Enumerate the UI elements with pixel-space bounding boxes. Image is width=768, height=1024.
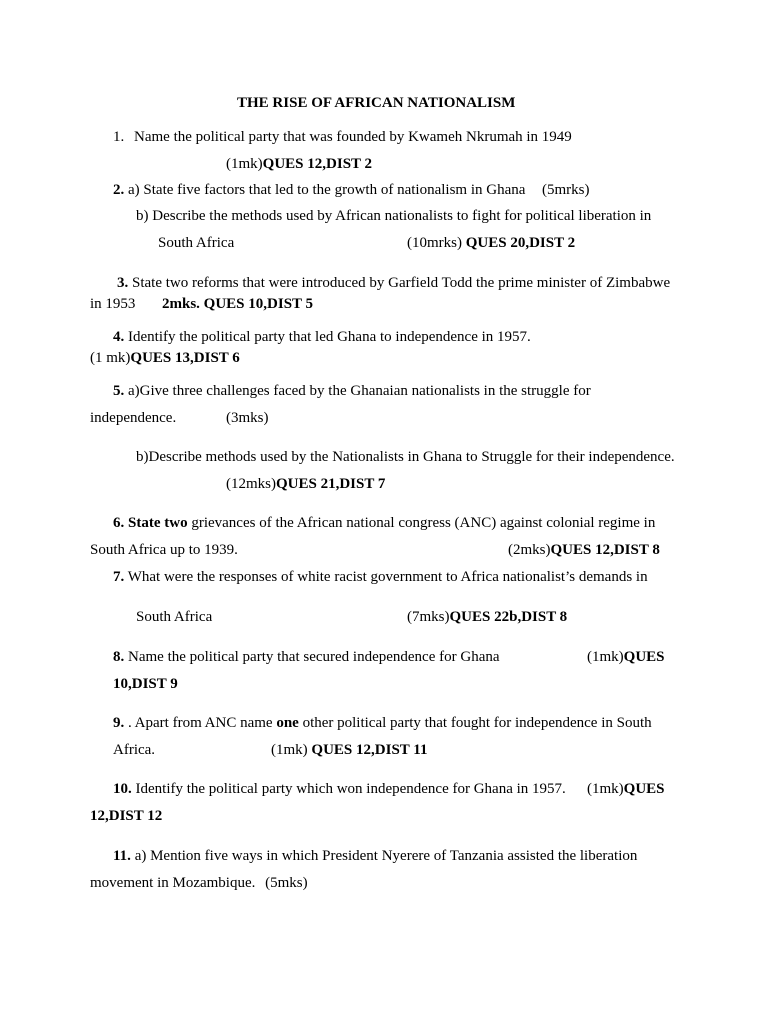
- question-9-number: 9.: [113, 715, 125, 731]
- question-4-number: 4.: [113, 329, 125, 345]
- question-11-line-1: [113, 847, 637, 865]
- question-3-text: State two reforms that were introduced by Garfield Todd the prime minister of Zimbabwe: [128, 275, 671, 291]
- question-6-marks-line: [508, 541, 660, 559]
- question-5-line-1: [113, 382, 591, 400]
- question-7-marks: (7mks): [407, 609, 450, 625]
- question-10-number: 10.: [113, 781, 132, 797]
- question-8-marks-line: [587, 648, 665, 666]
- question-9-text-b: other political party that fought for independence in South: [298, 715, 652, 731]
- question-1-ref: QUES 12,DIST 2: [262, 156, 373, 172]
- question-11-marks: (5mks): [265, 875, 308, 891]
- question-4-line-1: [113, 328, 531, 346]
- question-8-text: Name the political party that secured independence for Ghana: [124, 649, 500, 665]
- question-11-number: 11.: [113, 848, 131, 864]
- question-7-text: What were the responses of white racist government to Africa nationalist’s demands in: [124, 569, 648, 585]
- question-1-text: Name the political party that was founded by Kwameh Nkrumah in 1949: [134, 129, 572, 145]
- question-6-text-2: South Africa up to 1939.: [90, 542, 238, 558]
- question-3-text-2: in 1953: [90, 296, 136, 312]
- question-11-text-2: movement in Mozambique.: [90, 875, 256, 891]
- question-2a-text: a) State five factors that led to the growth of nationalism in Ghana: [124, 182, 526, 198]
- question-5a-text: a)Give three challenges faced by the Ghanaian nationalists in the struggle for: [124, 383, 591, 399]
- question-3-line-1: [117, 274, 670, 292]
- question-7-ref: QUES 22b,DIST 8: [449, 609, 568, 625]
- question-10-line-1: [113, 780, 566, 798]
- question-8-line-1: [113, 648, 500, 666]
- question-6-bold-lead: State two: [124, 515, 188, 531]
- question-8-ref-2: 10,DIST 9: [113, 676, 178, 692]
- question-1-number: 1.: [113, 129, 125, 145]
- question-1-line-2: [226, 155, 372, 173]
- question-6-marks: (2mks): [508, 542, 551, 558]
- question-2a-marks: (5mrks): [542, 182, 590, 198]
- question-11-text: a) Mention five ways in which President Nyerere of Tanzania assisted the liberation: [130, 848, 638, 864]
- question-3-marks-ref: 2mks. QUES 10,DIST 5: [162, 296, 314, 312]
- question-2b-text-2: South Africa: [158, 235, 235, 251]
- question-7-marks-line: [407, 608, 567, 626]
- question-11-line-2: [90, 874, 308, 892]
- question-2b-marks: (10mrks): [407, 235, 466, 251]
- question-2b-text: b) Describe the methods used by African nationalists to fight for political liberation in: [136, 208, 652, 224]
- question-9-text-2: Africa.: [113, 742, 156, 758]
- question-7-line-1: [113, 568, 648, 586]
- question-6-ref: QUES 12,DIST 8: [550, 542, 660, 558]
- question-10-marks-line: [587, 780, 665, 798]
- question-8-marks: (1mk): [587, 649, 624, 665]
- question-4-ref: QUES 13,DIST 6: [130, 350, 240, 366]
- question-9-ref: QUES 12,DIST 11: [311, 742, 428, 758]
- question-2-number: 2.: [113, 182, 125, 198]
- question-9-text-a: . Apart from ANC name: [124, 715, 277, 731]
- question-2b-marks-line: [407, 234, 575, 252]
- question-4-line-2: [90, 349, 240, 367]
- question-6-number: 6.: [113, 515, 125, 531]
- question-8-number: 8.: [113, 649, 125, 665]
- question-10-ref-2: 12,DIST 12: [90, 808, 163, 824]
- question-7-number: 7.: [113, 569, 125, 585]
- question-3-number: 3.: [117, 275, 129, 291]
- question-5a-marks: (3mks): [226, 410, 269, 426]
- question-6-line-1: [113, 514, 655, 532]
- question-1-marks: (1mk): [226, 156, 263, 172]
- question-5a-text-2: independence.: [90, 410, 177, 426]
- question-1-line-1: [113, 128, 572, 146]
- question-4-text: Identify the political party that led Ghana to independence in 1957.: [124, 329, 531, 345]
- question-10-marks: (1mk): [587, 781, 624, 797]
- question-7-text-2: South Africa: [136, 609, 213, 625]
- question-5-number: 5.: [113, 383, 125, 399]
- question-6-text: grievances of the African national congress (ANC) against colonial regime in: [187, 515, 656, 531]
- question-10-text: Identify the political party which won independence for Ghana in 1957.: [131, 781, 566, 797]
- question-5b-ref: QUES 21,DIST 7: [276, 476, 386, 492]
- question-10-ref-1: QUES: [623, 781, 665, 797]
- question-2-line-1: [113, 181, 525, 199]
- question-5b-marks: (12mks): [226, 476, 276, 492]
- question-5b-marks-line: [226, 475, 385, 493]
- question-4-marks: (1 mk): [90, 350, 131, 366]
- question-5b-text: b)Describe methods used by the Nationalists in Ghana to Struggle for their independence.: [136, 449, 675, 465]
- question-9-marks: (1mk): [271, 742, 312, 758]
- question-8-ref-1: QUES: [623, 649, 665, 665]
- question-9-line-1: [113, 714, 652, 732]
- question-9-marks-line: [271, 741, 427, 759]
- question-2b-ref: QUES 20,DIST 2: [465, 235, 576, 251]
- question-9-bold-word: one: [276, 715, 299, 731]
- page-title: THE RISE OF AFRICAN NATIONALISM: [237, 95, 516, 111]
